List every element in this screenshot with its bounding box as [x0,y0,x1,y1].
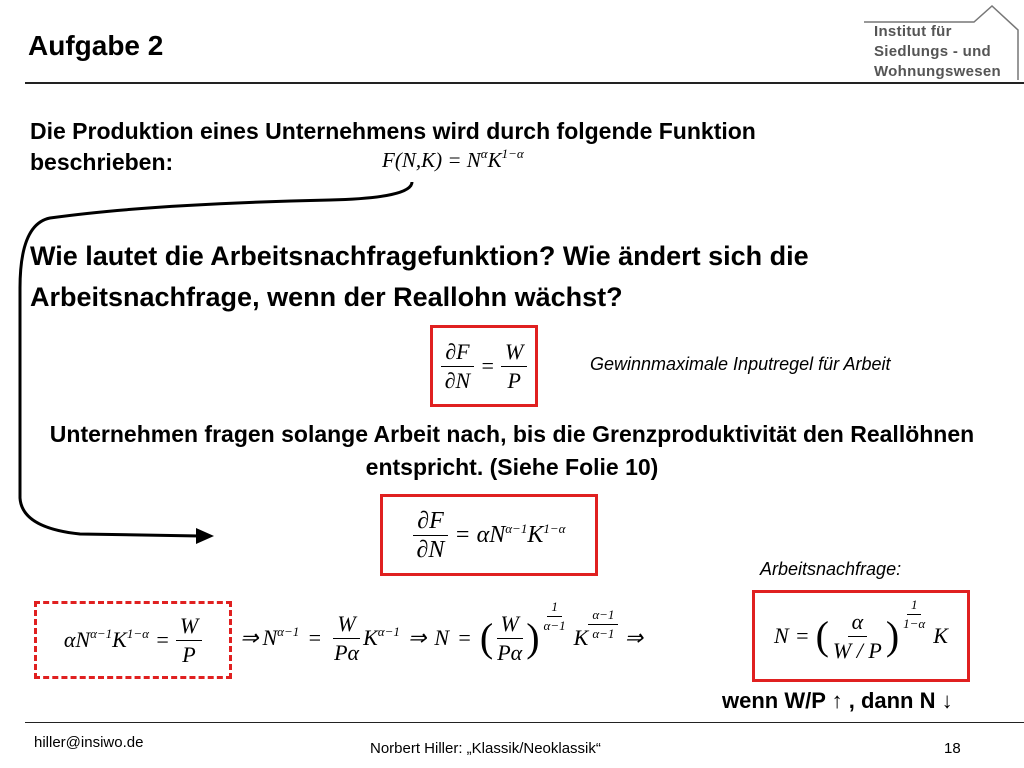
curved-arrow-icon [0,178,420,558]
header-divider [25,82,1024,84]
production-function: $F(N,K) = N^\alpha K^{1-\alpha}$ [382,146,524,172]
conclusion-text: wenn W/P ↑ , dann N ↓ [722,688,953,713]
derivation-steps: ⇒ $N^{\alpha-1}$ = $\frac{W}{P\alpha}$ $K^{\alpha-1}$ ⇒ N = ( $\frac{W}{P\alpha}$ ) $\frac{1}{\alpha-1}$ K $\frac{\alpha-1}{\alpha-1}$ ⇒ [240,598,643,665]
marginal-product-formula: $\frac{\partial F}{\partial N}$ = $\alpha N^{\alpha-1}K^{1-\alpha}$ [380,494,598,576]
logo-line-3: Wohnungswesen [874,63,1001,80]
labor-demand-label: Arbeitsnachfrage: [760,559,902,579]
page-number: 18 [944,740,961,757]
question-text: Wie lautet die Arbeitsnachfragefunktion? Wie ändert sich die Arbeitsnachfrage, wenn der Reallohn wächst? [30,241,809,312]
input-rule-label: Gewinnmaximale Inputregel für Arbeit [590,354,891,374]
explanation-text: Unternehmen fragen solange Arbeit nach, bis die Grenzproduktivität den Reallöhnen entspricht. (Siehe Folie 10) [49,421,975,480]
footer-email[interactable]: hiller@insiwo.de [34,734,144,751]
logo-line-1: Institut für [874,23,952,40]
slide-title: Aufgabe 2 [28,30,164,61]
logo-line-2: Siedlungs - und [874,43,991,60]
intro-text: Die Produktion eines Unternehmens wird durch folgende Funktion beschrieben: [30,118,756,175]
labor-demand-function: N = ( $\frac{\alpha}{W / P}$ ) $\frac{1}{1-\alpha}$ K [752,590,970,682]
institute-logo [862,2,1020,80]
input-rule-formula: $\frac{\partial F}{\partial N}$ = $\frac{W}{P}$ [430,325,538,407]
derivation-step-1: $\alpha N^{\alpha-1}K^{1-\alpha}$ = $\frac{W}{P}$ [34,601,232,679]
footer-divider [25,722,1024,723]
footer-author: Norbert Hiller: „Klassik/Neoklassik“ [370,740,601,757]
